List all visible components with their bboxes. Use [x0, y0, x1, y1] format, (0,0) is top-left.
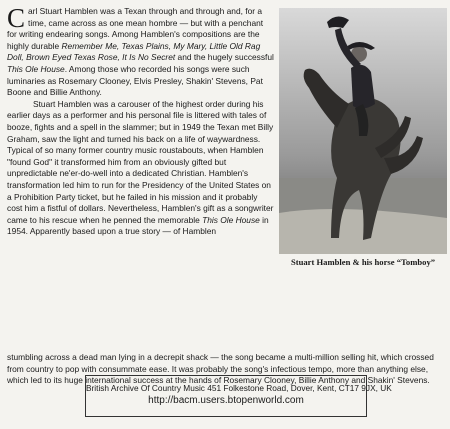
text-run: This Ole House — [202, 214, 260, 225]
photo-caption: Stuart Hamblen & his horse “Tomboy” — [290, 257, 436, 267]
text-run: Stuart Hamblen was a carouser of the highest order during his earlier days as a performer and his personal file is littered with tales of booze, fights and a spell in the slammer; but in 1949 the Texan met Billy Graham, saw the light and turned his back on a life of waywardness. Typical of so many former country music roustabouts, when Hamblen "found God" it transformed him from an obviously gifted but unpredictable ne'er-do-well into a dedicated Christian. Hamblen's transformation led him to run for the Presidency of the United States on a Prohibition Party ticket, but he failed in his mission and it probably cost him a fistful of dollars. Nevertheless, Hamblen's gift as a songwriter came to his rescue when he penned the memorable — [7, 98, 274, 225]
text-run: Remember Me, Texas Plains, My Mary, Little Old Rag Doll, Brown Eyed Texas Rose, It Is No Secret — [7, 40, 261, 63]
article-body — [7, 3, 275, 238]
text-run: in 1954. Apparently based upon a true story — of Hamblen — [7, 214, 269, 237]
photo-figure — [279, 8, 447, 267]
drop-cap: C — [7, 3, 26, 33]
paragraph-1-text — [7, 3, 274, 98]
paragraph-3: stumbling across a dead man lying in a decrepit shack — the song became a multi-million selling hit, which crossed from country to pop with consummate ease. It was probably the song's infectious tempo, more than anything else, which led to its huge international success at the hands of Rosemary Clooney, Billie Anthony and Shakin' Stevens. — [7, 352, 434, 386]
paragraph-1 — [7, 3, 275, 99]
text-run: . Among those who recorded his songs were such luminaries as Rosemary Clooney, Elvis Presley, Shakin' Stevens, Pat Boone and Billie Anthony. — [7, 63, 263, 98]
text-run: This Ole House — [7, 63, 65, 74]
archive-website-link[interactable]: http://bacm.users.btopenworld.com — [148, 395, 304, 406]
paragraph-2 — [7, 99, 275, 238]
cowboy-on-rearing-horse-photo — [279, 8, 447, 254]
archive-address: British Archive Of Country Music 451 Folkestone Road, Dover, Kent, CT17 9JX, UK — [86, 383, 392, 393]
archive-footer-box — [85, 375, 392, 417]
text-run: and the hugely successful — [175, 52, 274, 63]
text-run: arl Stuart Hamblen was a Texan through and through and, for a time, came across as one mean hombre — but with a penchant for writing endearing songs. Among Hamblen's compositions are the highly durable — [7, 6, 264, 51]
